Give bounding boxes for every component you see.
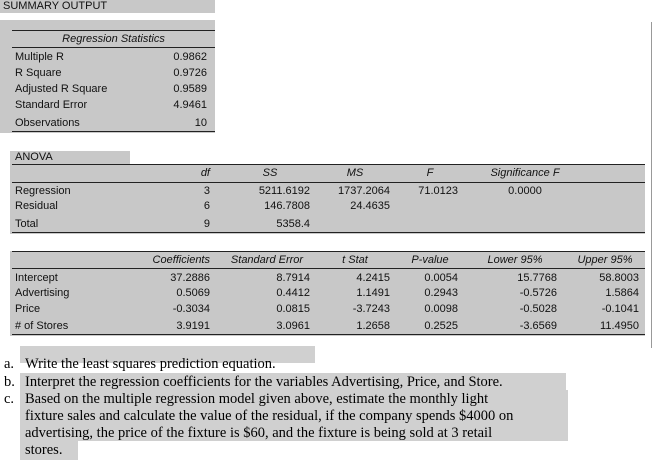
coef-cell: 3.0961 — [276, 320, 310, 332]
coef-cell: -0.1041 — [601, 303, 639, 315]
anova-cell: 24.4635 — [350, 200, 390, 212]
anova-header-significance-f: Significance F — [490, 167, 560, 179]
coef-cell: -3.6569 — [519, 320, 557, 332]
coef-header: Upper 95% — [577, 254, 633, 266]
coef-cell: 0.5069 — [176, 287, 210, 299]
anova-header-rule — [12, 182, 645, 183]
question-b-marker: b. — [4, 374, 15, 390]
anova-header-ms: MS — [346, 167, 364, 179]
reg-stat-label: Standard Error — [15, 99, 88, 111]
coef-cell: -0.5726 — [519, 287, 557, 299]
coef-cell: -0.5028 — [519, 303, 557, 315]
coef-cell: 0.2525 — [424, 320, 458, 332]
coef-header: Standard Error — [230, 254, 304, 266]
reg-stats-header-rule — [12, 47, 215, 48]
anova-cell: 0.0000 — [508, 185, 542, 197]
anova-cell: 5211.6192 — [258, 185, 310, 197]
coef-header: P-value — [411, 254, 449, 266]
anova-cell: 146.7808 — [264, 200, 310, 212]
reg-stats-top-rule — [12, 30, 215, 31]
anova-cell: 1737.2064 — [338, 185, 390, 197]
page-edge-line — [651, 22, 652, 348]
reg-stat-label: Observations — [15, 117, 80, 129]
coef-header: Coefficients — [152, 254, 210, 266]
reg-stat-label: Multiple R — [15, 51, 64, 63]
coef-row-label: Advertising — [15, 287, 70, 299]
anova-header-f: F — [426, 167, 434, 179]
question-c-line: Based on the multiple regression model given above, estimate the monthly light — [25, 391, 489, 407]
coef-cell: 4.2415 — [356, 272, 390, 284]
question-c-line: stores. — [25, 442, 63, 458]
coef-cell: 1.2658 — [356, 320, 390, 332]
anova-bottom-rule — [12, 232, 645, 233]
coef-cell: 15.7768 — [517, 272, 557, 284]
anova-cell: 71.0123 — [418, 185, 458, 197]
question-b-text: Interpret the regression coefficients for the variables Advertising, Price, and Store. — [25, 374, 503, 390]
anova-cell: 9 — [203, 218, 210, 230]
anova-header-ss: SS — [262, 167, 278, 179]
coef-cell: 0.0098 — [424, 303, 458, 315]
coef-cell: 37.2886 — [170, 272, 210, 284]
summary-title: SUMMARY OUTPUT — [3, 0, 108, 12]
coef-row-label: Price — [15, 303, 41, 315]
anova-cell: 3 — [203, 185, 210, 197]
reg-stat-value: 0.9589 — [173, 83, 207, 95]
question-a-marker: a. — [4, 356, 15, 372]
reg-stat-value: 4.9461 — [173, 99, 207, 111]
reg-stat-value: 0.9726 — [173, 67, 207, 79]
coef-header: t Stat — [342, 254, 368, 266]
coef-cell: 11.4950 — [600, 320, 639, 332]
anova-cell: 6 — [203, 200, 210, 212]
coef-cell: 3.9191 — [176, 320, 210, 332]
coef-cell: 1.1491 — [356, 287, 390, 299]
reg-stat-value: 10 — [194, 117, 207, 129]
anova-cell: 5358.4 — [276, 218, 310, 230]
coef-row-label: Intercept — [15, 272, 58, 284]
reg-stat-label: Adjusted R Square — [15, 83, 108, 95]
anova-header-df: df — [200, 167, 210, 179]
coef-cell: 58.8003 — [599, 272, 639, 284]
anova-top-rule — [12, 164, 645, 165]
coef-bottom-rule — [12, 334, 645, 335]
question-c-marker: c. — [4, 391, 15, 407]
coef-cell: 8.7914 — [276, 272, 310, 284]
coef-cell: 0.0054 — [424, 272, 458, 284]
coef-top-rule — [12, 251, 645, 252]
anova-row-label: Residual — [15, 200, 58, 212]
coef-cell: 1.5864 — [605, 287, 639, 299]
reg-stats-bottom-rule — [12, 131, 215, 132]
reg-stat-value: 0.9862 — [173, 51, 207, 63]
coef-header-rule — [12, 268, 645, 269]
coef-cell: 0.0815 — [276, 303, 310, 315]
anova-title: ANOVA — [15, 151, 53, 163]
reg-stats-title: Regression Statistics — [62, 33, 165, 45]
question-c-line: advertising, the price of the fixture is $60, and the fixture is being sold at 3 retail — [25, 425, 493, 441]
anova-row-label: Regression — [15, 185, 71, 197]
coef-row-label: # of Stores — [15, 320, 69, 332]
reg-stat-label: R Square — [15, 67, 62, 79]
coef-cell: 0.2943 — [424, 287, 458, 299]
question-a-text: Write the least squares prediction equation. — [25, 356, 276, 372]
coef-header: Lower 95% — [487, 254, 543, 266]
coef-cell: -3.7243 — [352, 303, 390, 315]
coef-cell: 0.4412 — [276, 287, 310, 299]
anova-row-label: Total — [15, 218, 39, 230]
question-c-line: fixture sales and calculate the value of the residual, if the company spends $4000 on — [25, 408, 514, 424]
coef-cell: -0.3034 — [172, 303, 210, 315]
